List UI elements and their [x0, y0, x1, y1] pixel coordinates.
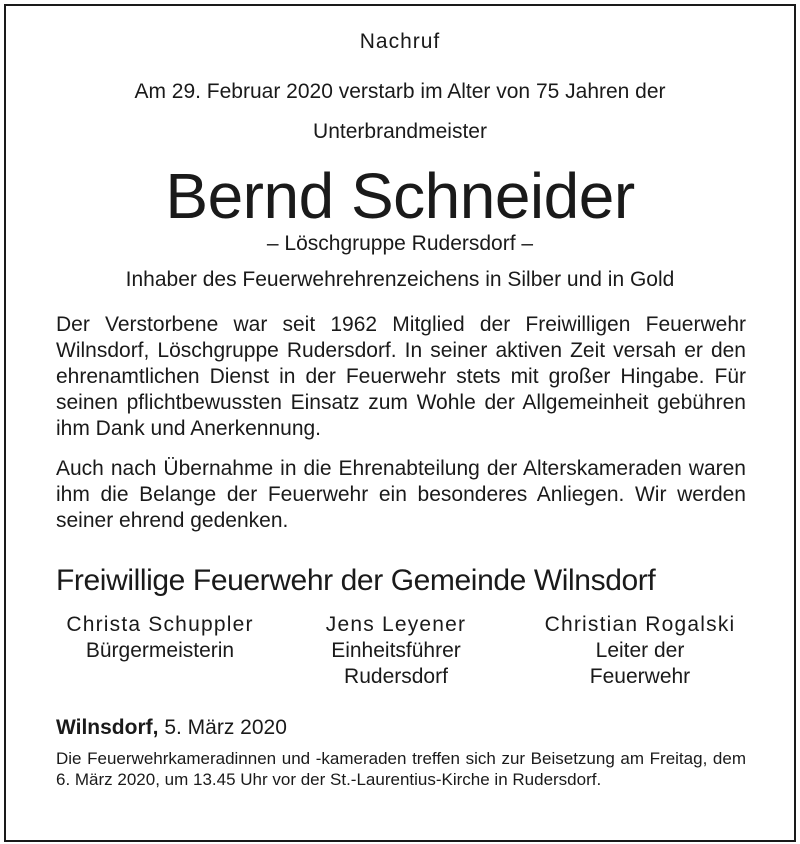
signatory-name: Christian Rogalski — [544, 613, 736, 636]
signatory-role-line2: Feuerwehr — [589, 665, 691, 688]
signatory-role: Leiter der — [595, 639, 685, 662]
signatory-role-line2: Rudersdorf — [344, 665, 448, 688]
signatory-role: Bürgermeisterin — [85, 639, 235, 662]
signatory — [520, 612, 760, 690]
unit-line: – Löschgruppe Rudersdorf – — [266, 232, 534, 255]
place: Wilnsdorf, — [56, 716, 159, 739]
body-paragraph-2: Auch nach Übernahme in die Ehrenabteilung der Alterskameraden waren ihm die Belange der Feuerwehr ein besonderes Anliegen. Wir werden seiner ehrend gedenken. — [56, 457, 746, 532]
signatory-name: Jens Leyener — [325, 613, 467, 636]
rank-title: Unterbrandmeister — [313, 120, 487, 143]
body-paragraph-1: Der Verstorbene war seit 1962 Mitglied der Freiwilligen Feuerwehr Wilnsdorf, Löschgruppe Rudersdorf. In seiner aktiven Zeit versah er den ehrenamtlichen Dienst in der Feuerwehr stets mit großer Hingabe. Für seinen pflichtbewussten Einsatz zum Wohle der Allgemeinheit gebühren ihm Dank und Anerkennung. — [56, 313, 746, 440]
signatory — [296, 612, 496, 690]
signatory — [48, 612, 272, 664]
organization-name: Freiwillige Feuerwehr der Gemeinde Wilnsdorf — [56, 564, 656, 597]
intro-line: Am 29. Februar 2020 verstarb im Alter von 75 Jahren der — [134, 80, 666, 103]
signatory-role: Einheitsführer — [331, 639, 461, 662]
signatory-name: Christa Schuppler — [66, 613, 254, 636]
funeral-info: Die Feuerwehrkameradinnen und -kameraden treffen sich zur Beisetzung am Freitag, dem 6. März 2020, um 13.45 Uhr vor der St.-Laurentius-Kirche in Rudersdorf. — [56, 749, 746, 789]
honors-line: Inhaber des Feuerwehrehrenzeichens in Silber und in Gold — [125, 268, 675, 291]
notice-heading: Nachruf — [359, 30, 441, 53]
date: 5. März 2020 — [164, 716, 287, 739]
deceased-name: Bernd Schneider — [165, 160, 635, 232]
place-date — [56, 716, 287, 740]
